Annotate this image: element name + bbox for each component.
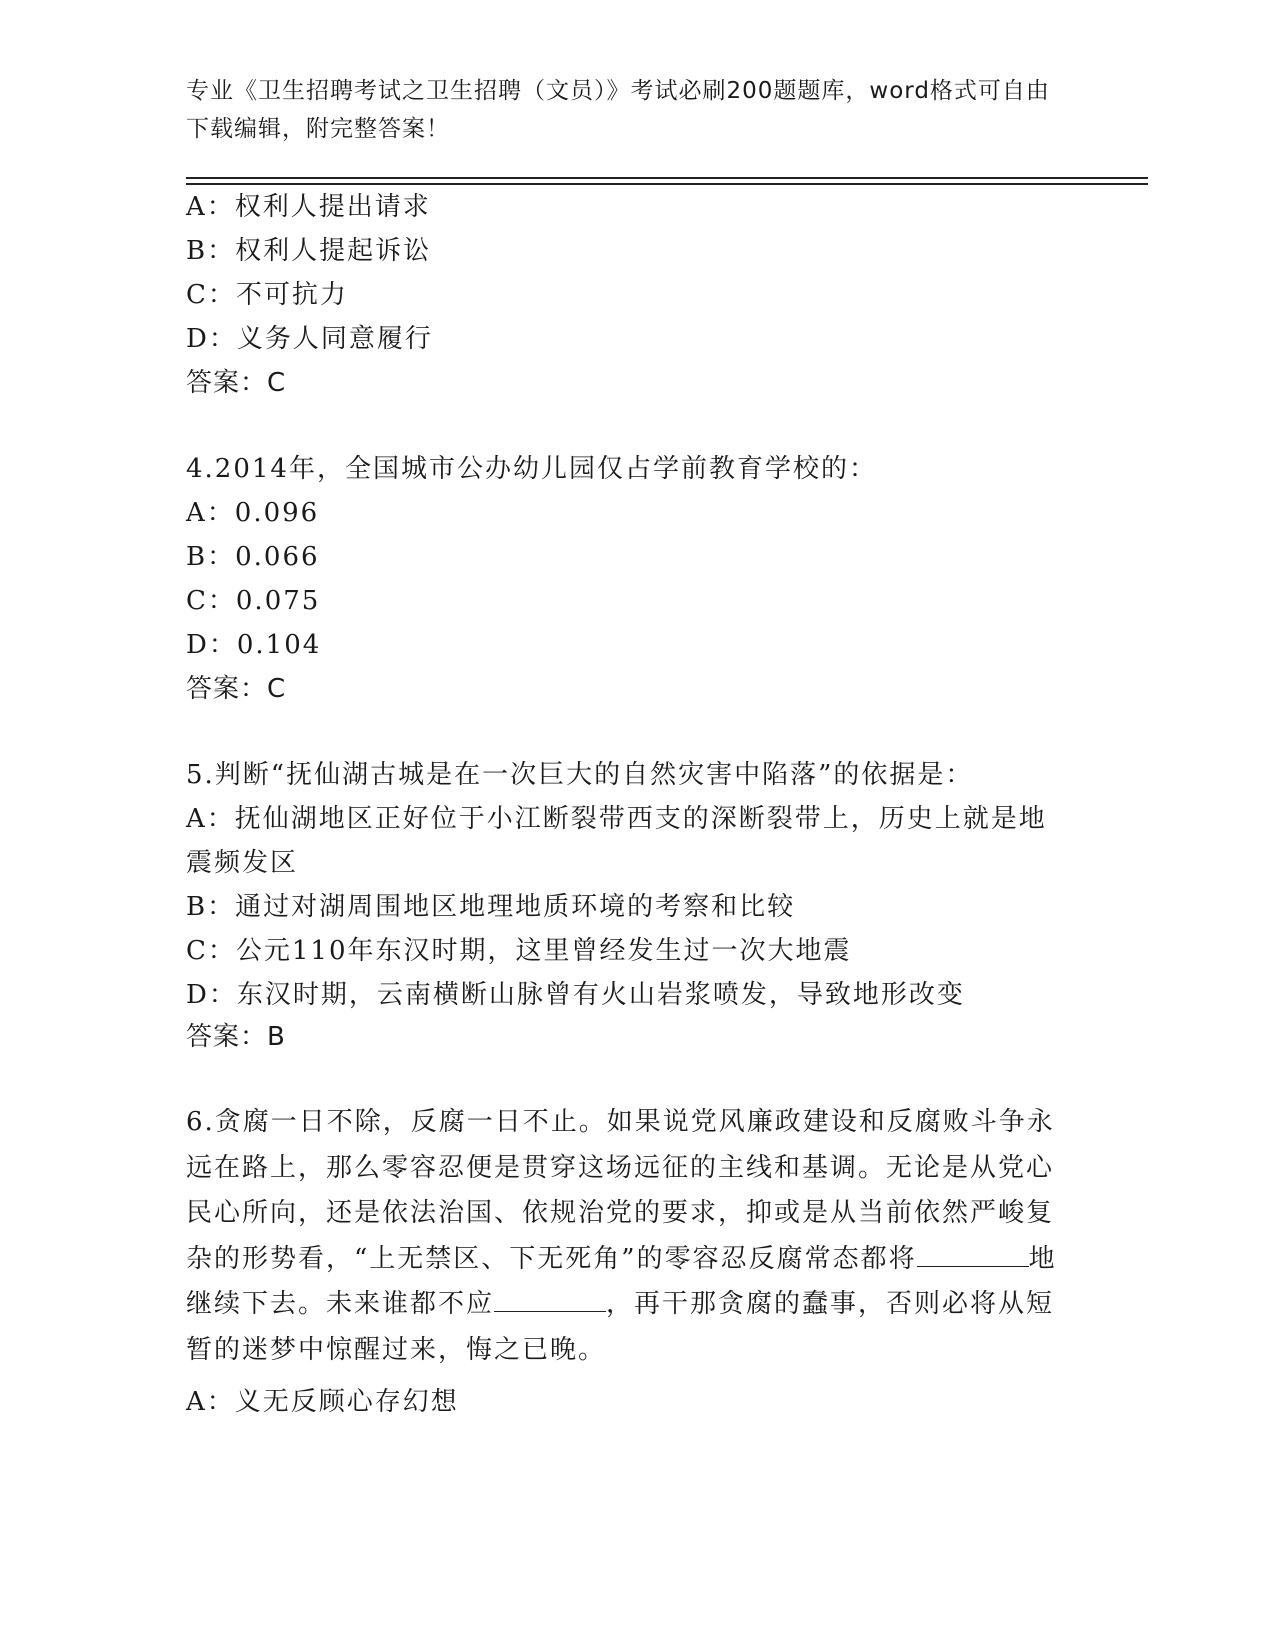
q4-option-b: B：0.066 — [186, 542, 320, 572]
q4-option-a: A：0.096 — [186, 498, 320, 528]
q6-blank-2 — [494, 1285, 606, 1312]
q4-stem: 4.2014年，全国城市公办幼儿园仅占学前教育学校的： — [186, 454, 877, 484]
q5-option-a-line2: 震频发区 — [186, 848, 299, 878]
q4-option-c: C：0.075 — [186, 586, 321, 616]
header-rule-top — [186, 177, 1148, 179]
q3-option-b: B：权利人提起诉讼 — [186, 236, 432, 266]
q5-answer: 答案：B — [186, 1022, 286, 1052]
q5-stem: 5.判断“抚仙湖古城是在一次巨大的自然灾害中陷落”的依据是： — [186, 760, 974, 790]
q6-stem-part2: 地继续下去。未来谁都不应 — [186, 1243, 1057, 1319]
q3-option-d: D：义务人同意履行 — [186, 324, 433, 354]
q3-option-c: C：不可抗力 — [186, 280, 348, 310]
q6-stem — [186, 1100, 1066, 1373]
q6-blank-1 — [917, 1240, 1029, 1267]
q6-option-a: A：义无反顾心存幻想 — [186, 1387, 459, 1417]
q5-option-d: D：东汉时期，云南横断山脉曾有火山岩浆喷发，导致地形改变 — [186, 980, 965, 1010]
q6-stem-part1: 6.贪腐一日不除，反腐一日不止。如果说党风廉政建设和反腐败斗争永远在路上，那么零容忍便是贯穿这场远征的主线和基调。无论是从党心民心所向，还是依法治国、依规治党的要求，抑或是从当前依然严峻复杂的形势看，“上无禁区、下无死角”的零容忍反腐常态都将 — [186, 1107, 1055, 1274]
q6-stem-part3: ，再干那贪腐的蠢事，否则必将从短暂的迷梦中惊醒过来，悔之已晚。 — [186, 1289, 1055, 1365]
q5-option-c: C：公元110年东汉时期，这里曾经发生过一次大地震 — [186, 936, 852, 966]
document-header: 专业《卫生招聘考试之卫生招聘（文员）》考试必刷200题题库，word格式可自由下载编辑，附完整答案！ — [186, 78, 1050, 142]
q4-option-d: D：0.104 — [186, 630, 322, 660]
q5-option-b: B：通过对湖周围地区地理地质环境的考察和比较 — [186, 892, 796, 922]
q3-answer: 答案：C — [186, 368, 287, 398]
q5-option-a-line1: A：抚仙湖地区正好位于小江断裂带西支的深断裂带上，历史上就是地 — [186, 804, 1047, 834]
header-rule-bottom — [186, 183, 1148, 185]
q3-option-a: A：权利人提出请求 — [186, 192, 431, 222]
q4-answer: 答案：C — [186, 674, 287, 704]
